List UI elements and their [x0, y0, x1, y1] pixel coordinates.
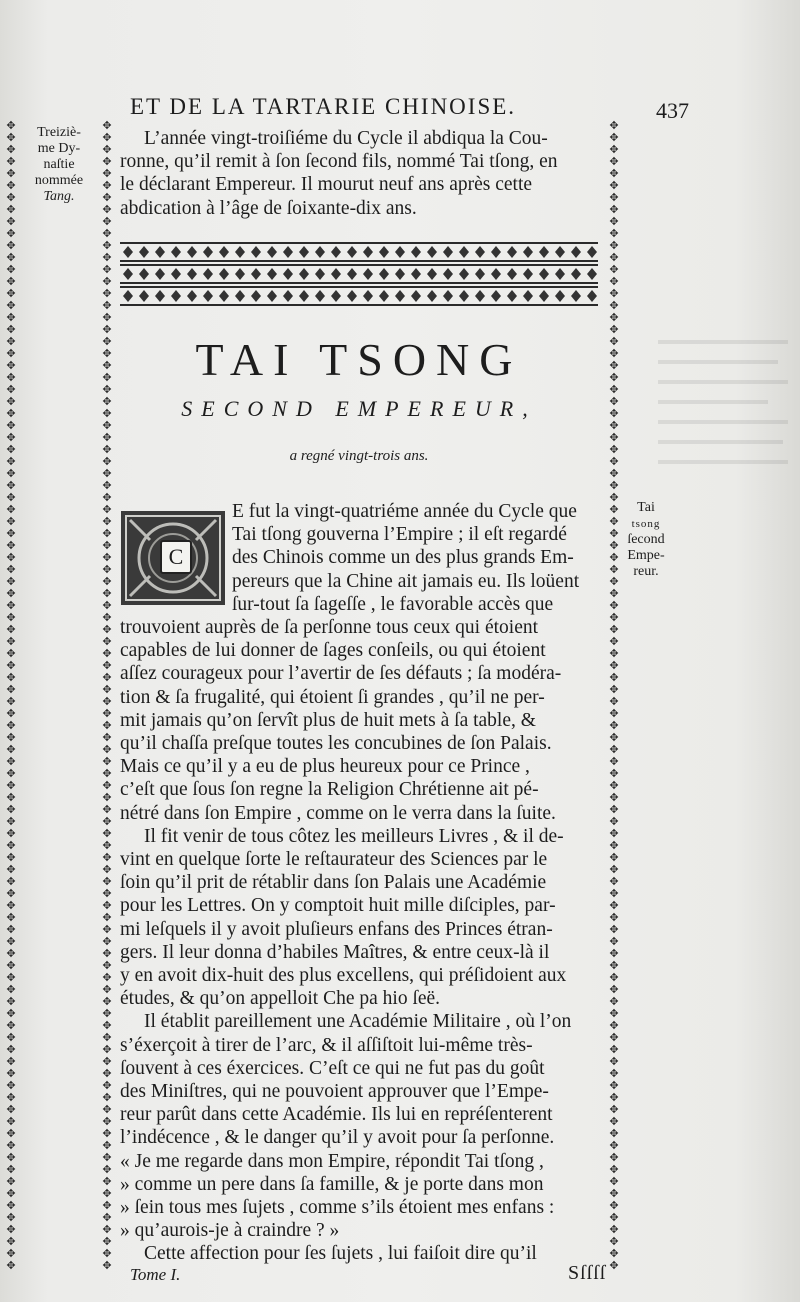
text-line: capables de lui donner de ſages conſeils, ou qui étoient — [120, 640, 546, 662]
text-line: le déclarant Empereur. Il mourut neuf ans après cette — [120, 174, 533, 196]
text-line: mi leſquels il y avoit pluſieurs enfans des Princes étran- — [120, 918, 553, 940]
margin-note-line: ſecond — [627, 532, 665, 547]
text-line: abdication à l’âge de ſoixante-dix ans. — [120, 197, 417, 219]
text-line: Il établit pareillement une Académie Militaire , où l’on — [144, 1011, 572, 1033]
text-line: aſſez courageux pour l’avertir de ſes défauts ; ſa modéra- — [120, 663, 562, 685]
text-line: vint en quelque ſorte le reſtaurateur des Sciences par le — [120, 849, 548, 871]
text-line: études, & qu’on appelloit Che pa hio ſeë. — [120, 988, 441, 1010]
margin-note-line: Tai — [637, 500, 655, 515]
text-line: s’éxerçoit à tirer de l’arc, & il aſſiſtoit lui-même très- — [120, 1034, 533, 1056]
bleed-through-text — [648, 330, 798, 490]
text-line: L’année vingt-troiſiéme du Cycle il abdiqua la Cou- — [144, 128, 548, 149]
text-line: tion & ſa frugalité, qui étoient ſi grandes , qu’il ne per- — [120, 686, 545, 708]
text-line: nétré dans ſon Empire , comme on le verra dans la ſuite. — [120, 802, 556, 824]
reign-note: a regné vingt-trois ans. — [289, 448, 429, 464]
margin-note-line: reur. — [633, 564, 659, 579]
margin-note-right — [615, 500, 677, 580]
text-line: ſur-tout ſa ſageſſe , le favorable accès que — [232, 593, 554, 615]
margin-note-line: Empe- — [627, 548, 665, 563]
text-line: y en avoit dix-huit des plus excellens, qui préſidoient aux — [120, 965, 567, 987]
signature-mark: Sſſſſ — [568, 1262, 607, 1284]
dropcap-paragraph — [232, 500, 598, 616]
margin-note-line: naſtie — [43, 157, 75, 172]
ornamental-border-left-outer: ✥ ✥ ✥ ✥ ✥ ✥ ✥ ✥ ✥ ✥ ✥ ✥ ✥ ✥ ✥ ✥ ✥ ✥ ✥ ✥ ✥ ✥ ✥ ✥ ✥ ✥ ✥ ✥ ✥ ✥ ✥ ✥ ✥ ✥ ✥ ✥ ✥ ✥ ✥ ✥ ✥ ✥ ✥ ✥ ✥ ✥ ✥ ✥ ✥ ✥ ✥ ✥ ✥ ✥ ✥ ✥ ✥ ✥ ✥ ✥ ✥ ✥ ✥ ✥ ✥ ✥ ✥ ✥ ✥ ✥ ✥ ✥ ✥ ✥ ✥ ✥ ✥ ✥ ✥ ✥ ✥ ✥ ✥ ✥ ✥ ✥ ✥ ✥ ✥ ✥ ✥ ✥ ✥ ✥ ✥ ✥ — [6, 119, 16, 1272]
text-line: reur parût dans cette Académie. Ils lui en repréſenterent — [120, 1104, 553, 1126]
margin-note-left — [22, 125, 96, 205]
text-line: des Miniſtres, qui ne pouvoient approuver que l’Empe- — [120, 1081, 549, 1103]
text-line: c’eſt que ſous ſon regne la Religion Chrétienne ait pé- — [120, 779, 539, 801]
text-line: pereurs que la Chine ait jamais eu. Ils loüent — [232, 570, 580, 592]
text-line: Il fit venir de tous côtez les meilleurs Livres , & il de- — [144, 825, 564, 847]
volume-label: Tome I. — [130, 1265, 181, 1284]
margin-note-line: Tang. — [43, 189, 75, 204]
margin-note-line: Treiziè- — [37, 125, 81, 140]
text-line: Cette affection pour ſes ſujets , lui faiſoit dire qu’il — [144, 1243, 537, 1265]
intro-paragraph — [120, 127, 598, 220]
chapter-title: TAI TSONG — [195, 334, 523, 385]
text-line: E fut la vingt-quatriéme année du Cycle que — [232, 501, 577, 522]
margin-note-line: tsong — [631, 518, 661, 530]
drop-cap-letter: C — [160, 540, 192, 574]
text-line: Tai tſong gouverna l’Empire ; il eſt regardé — [232, 524, 567, 546]
text-line: » comme un pere dans ſa famille, & je porte dans mon — [120, 1173, 544, 1195]
text-line: des Chinois comme un des plus grands Em- — [232, 547, 574, 569]
main-text — [120, 616, 598, 1266]
page-number: 437 — [656, 98, 689, 123]
text-line: ſoin qu’il prit de rétablir dans ſon Palais une Académie — [120, 872, 547, 894]
text-line: trouvoient auprès de ſa perſonne tous ceux qui étoient — [120, 617, 539, 638]
text-line: Mais ce qu’il y a eu de plus heureux pour ce Prince , — [120, 756, 530, 778]
text-line: gers. Il leur donna d’habiles Maîtres, & entre ceux-là il — [120, 941, 550, 963]
text-line: « Je me regarde dans mon Empire, répondit Tai tſong , — [120, 1150, 544, 1172]
ornamental-border-left-inner: ✥ ✥ ✥ ✥ ✥ ✥ ✥ ✥ ✥ ✥ ✥ ✥ ✥ ✥ ✥ ✥ ✥ ✥ ✥ ✥ ✥ ✥ ✥ ✥ ✥ ✥ ✥ ✥ ✥ ✥ ✥ ✥ ✥ ✥ ✥ ✥ ✥ ✥ ✥ ✥ ✥ ✥ ✥ ✥ ✥ ✥ ✥ ✥ ✥ ✥ ✥ ✥ ✥ ✥ ✥ ✥ ✥ ✥ ✥ ✥ ✥ ✥ ✥ ✥ ✥ ✥ ✥ ✥ ✥ ✥ ✥ ✥ ✥ ✥ ✥ ✥ ✥ ✥ ✥ ✥ ✥ ✥ ✥ ✥ ✥ ✥ ✥ ✥ ✥ ✥ ✥ ✥ ✥ ✥ ✥ ✥ — [102, 119, 112, 1272]
decorative-headpiece — [120, 240, 598, 310]
text-line: ſouvent à ces éxercices. C’eſt ce qui ne fut pas du goût — [120, 1057, 545, 1079]
text-line: mit jamais qu’on ſervît plus de huit mets à ſa table, & — [120, 709, 536, 731]
text-line: l’indécence , & le danger qu’il y avoit pour ſa perſonne. — [120, 1127, 555, 1149]
ornamental-border-right-inner: ✥ ✥ ✥ ✥ ✥ ✥ ✥ ✥ ✥ ✥ ✥ ✥ ✥ ✥ ✥ ✥ ✥ ✥ ✥ ✥ ✥ ✥ ✥ ✥ ✥ ✥ ✥ ✥ ✥ ✥ ✥ ✥ ✥ ✥ ✥ ✥ ✥ ✥ ✥ ✥ ✥ ✥ ✥ ✥ ✥ ✥ ✥ ✥ ✥ ✥ ✥ ✥ ✥ ✥ ✥ ✥ ✥ ✥ ✥ ✥ ✥ ✥ ✥ ✥ ✥ ✥ ✥ ✥ ✥ ✥ ✥ ✥ ✥ ✥ ✥ ✥ ✥ ✥ ✥ ✥ ✥ ✥ ✥ ✥ ✥ ✥ ✥ ✥ ✥ ✥ ✥ ✥ ✥ ✥ ✥ ✥ — [609, 119, 619, 1272]
running-title: ET DE LA TARTARIE CHINOISE. — [130, 94, 517, 119]
text-line: » ſein tous mes ſujets , comme s’ils étoient mes enfans : — [120, 1197, 555, 1219]
margin-note-line: me Dy- — [37, 141, 81, 156]
text-line: ronne, qu’il remit à ſon ſecond fils, nommé Tai tſong, en — [120, 151, 558, 173]
margin-note-line: nommée — [34, 173, 84, 188]
chapter-subtitle: SECOND EMPEREUR, — [181, 396, 537, 421]
text-line: pour les Lettres. On y comptoit huit mille diſciples, par- — [120, 895, 556, 917]
text-line: qu’il chaſſa preſque toutes les concubines de ſon Palais. — [120, 733, 552, 755]
text-line: » qu’aurois-je à craindre ? » — [120, 1220, 340, 1242]
